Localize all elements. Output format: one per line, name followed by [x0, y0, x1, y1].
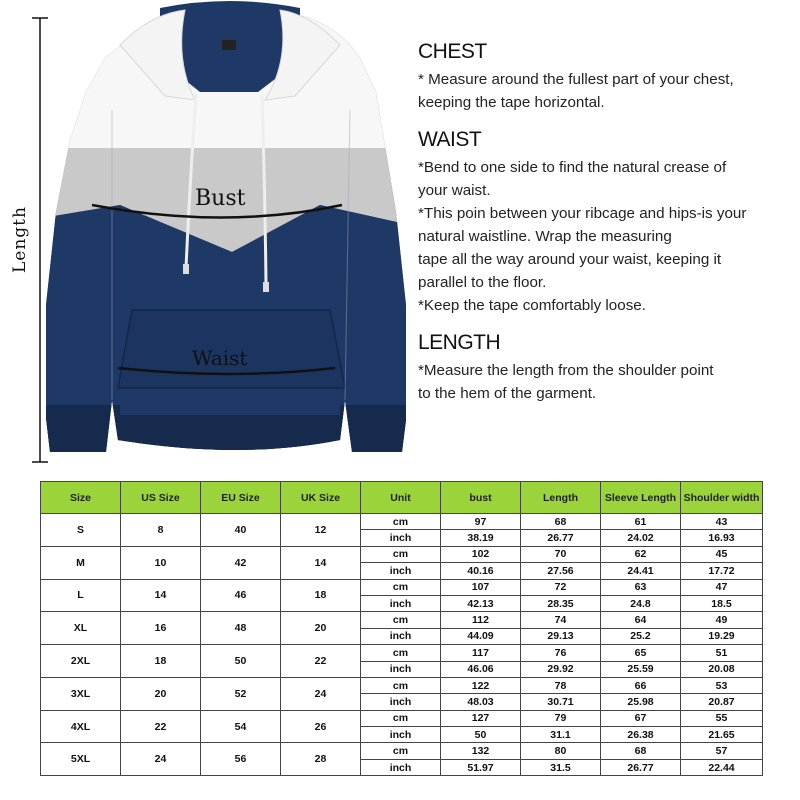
sleeve-cell: 61 — [601, 514, 681, 530]
table-row — [41, 710, 763, 726]
unit-cell: cm — [361, 743, 441, 759]
bust-cell: 38.19 — [441, 530, 521, 546]
length-cell: 30.71 — [521, 694, 601, 710]
sleeve-cell: 66 — [601, 677, 681, 693]
bust-cell: 127 — [441, 710, 521, 726]
hoodie-illustration — [0, 0, 410, 470]
length-cell: 70 — [521, 546, 601, 562]
unit-cell: inch — [361, 694, 441, 710]
header-size: Size — [41, 482, 121, 514]
size-cell-us: 24 — [121, 743, 201, 776]
guide-line: * Measure around the fullest part of your chest, — [418, 71, 734, 88]
length-cell: 29.13 — [521, 628, 601, 644]
sleeve-cell: 26.77 — [601, 759, 681, 775]
sleeve-cell: 24.8 — [601, 595, 681, 611]
hoodie-figure — [0, 0, 410, 470]
table-row — [41, 579, 763, 595]
bust-cell: 40.16 — [441, 563, 521, 579]
size-cell-uk: 28 — [281, 743, 361, 776]
length-cell: 78 — [521, 677, 601, 693]
unit-cell: inch — [361, 595, 441, 611]
shoulder-cell: 57 — [681, 743, 763, 759]
size-cell-uk: 22 — [281, 645, 361, 678]
length-heading: LENGTH — [418, 331, 501, 354]
guide-line: *Bend to one side to find the natural crease of — [418, 159, 727, 176]
size-cell-us: 16 — [121, 612, 201, 645]
shoulder-cell: 45 — [681, 546, 763, 562]
length-cell: 74 — [521, 612, 601, 628]
size-cell-uk: 24 — [281, 677, 361, 710]
size-cell-size: 5XL — [41, 743, 121, 776]
bust-cell: 97 — [441, 514, 521, 530]
length-cell: 27.56 — [521, 563, 601, 579]
bust-cell: 51.97 — [441, 759, 521, 775]
size-cell-eu: 40 — [201, 514, 281, 547]
header-sleeve-length: Sleeve Length — [601, 482, 681, 514]
size-cell-eu: 50 — [201, 645, 281, 678]
sleeve-cell: 63 — [601, 579, 681, 595]
guide-line: natural waistline. Wrap the measuring — [418, 228, 672, 245]
table-row — [41, 612, 763, 628]
guide-line: *Measure the length from the shoulder point — [418, 362, 714, 379]
bust-cell: 117 — [441, 645, 521, 661]
unit-cell: inch — [361, 661, 441, 677]
table-row — [41, 743, 763, 759]
header-unit: Unit — [361, 482, 441, 514]
bust-cell: 112 — [441, 612, 521, 628]
guide-line: to the hem of the garment. — [418, 385, 597, 402]
bust-cell: 122 — [441, 677, 521, 693]
length-cell: 28.35 — [521, 595, 601, 611]
length-cell: 68 — [521, 514, 601, 530]
table-body — [41, 514, 763, 776]
unit-cell: inch — [361, 628, 441, 644]
unit-cell: cm — [361, 677, 441, 693]
bust-cell: 42.13 — [441, 595, 521, 611]
size-cell-uk: 18 — [281, 579, 361, 612]
length-cell: 26.77 — [521, 530, 601, 546]
sleeve-cell: 62 — [601, 546, 681, 562]
sleeve-cell: 68 — [601, 743, 681, 759]
shoulder-cell: 18.5 — [681, 595, 763, 611]
unit-cell: cm — [361, 710, 441, 726]
bust-label: Bust — [195, 186, 246, 211]
guide-line: keeping the tape horizontal. — [418, 94, 605, 111]
guide-line: *This poin between your ribcage and hips-is your — [418, 205, 747, 222]
shoulder-cell: 53 — [681, 677, 763, 693]
size-cell-eu: 56 — [201, 743, 281, 776]
length-cell: 29.92 — [521, 661, 601, 677]
size-cell-size: XL — [41, 612, 121, 645]
size-cell-eu: 52 — [201, 677, 281, 710]
length-cell: 80 — [521, 743, 601, 759]
shoulder-cell: 20.87 — [681, 694, 763, 710]
table-row — [41, 546, 763, 562]
shoulder-cell: 55 — [681, 710, 763, 726]
bust-cell: 102 — [441, 546, 521, 562]
size-cell-eu: 48 — [201, 612, 281, 645]
table-row — [41, 677, 763, 693]
length-cell: 72 — [521, 579, 601, 595]
unit-cell: inch — [361, 759, 441, 775]
guide-line: tape all the way around your waist, keeping it — [418, 251, 722, 268]
chest-heading: CHEST — [418, 40, 487, 63]
shoulder-cell: 20.08 — [681, 661, 763, 677]
unit-cell: cm — [361, 514, 441, 530]
sleeve-cell: 25.98 — [601, 694, 681, 710]
size-cell-size: S — [41, 514, 121, 547]
unit-cell: cm — [361, 645, 441, 661]
sleeve-cell: 24.02 — [601, 530, 681, 546]
size-cell-us: 18 — [121, 645, 201, 678]
unit-cell: inch — [361, 563, 441, 579]
sleeve-cell: 25.2 — [601, 628, 681, 644]
size-cell-us: 8 — [121, 514, 201, 547]
header-uk-size: UK Size — [281, 482, 361, 514]
header-length: Length — [521, 482, 601, 514]
size-cell-eu: 54 — [201, 710, 281, 743]
shoulder-cell: 16.93 — [681, 530, 763, 546]
sleeve-cell: 24.41 — [601, 563, 681, 579]
sleeve-cell: 26.38 — [601, 727, 681, 743]
unit-cell: inch — [361, 727, 441, 743]
header-shoulder-width: Shoulder width — [681, 482, 763, 514]
size-cell-size: L — [41, 579, 121, 612]
shoulder-cell: 49 — [681, 612, 763, 628]
bust-cell: 48.03 — [441, 694, 521, 710]
size-cell-eu: 42 — [201, 546, 281, 579]
unit-cell: cm — [361, 546, 441, 562]
size-cell-size: 4XL — [41, 710, 121, 743]
unit-cell: cm — [361, 612, 441, 628]
size-cell-size: M — [41, 546, 121, 579]
sleeve-cell: 65 — [601, 645, 681, 661]
shoulder-cell: 17.72 — [681, 563, 763, 579]
chest-section — [418, 40, 793, 114]
shoulder-cell: 51 — [681, 645, 763, 661]
table-row — [41, 645, 763, 661]
size-cell-us: 22 — [121, 710, 201, 743]
unit-cell: cm — [361, 579, 441, 595]
bust-cell: 107 — [441, 579, 521, 595]
length-section — [418, 331, 793, 405]
size-cell-us: 20 — [121, 677, 201, 710]
size-cell-uk: 20 — [281, 612, 361, 645]
sleeve-cell: 67 — [601, 710, 681, 726]
header-us-size: US Size — [121, 482, 201, 514]
size-cell-size: 2XL — [41, 645, 121, 678]
length-cell: 31.5 — [521, 759, 601, 775]
table-header-row — [41, 482, 763, 514]
length-label: Length — [10, 206, 30, 274]
shoulder-cell: 47 — [681, 579, 763, 595]
guide-line: your waist. — [418, 182, 491, 199]
measurement-guide — [418, 40, 793, 419]
guide-line: parallel to the floor. — [418, 274, 547, 291]
size-cell-uk: 12 — [281, 514, 361, 547]
waist-label: Waist — [192, 346, 248, 370]
bust-cell: 50 — [441, 727, 521, 743]
shoulder-cell: 19.29 — [681, 628, 763, 644]
sleeve-cell: 25.59 — [601, 661, 681, 677]
size-cell-us: 10 — [121, 546, 201, 579]
shoulder-cell: 43 — [681, 514, 763, 530]
unit-cell: inch — [361, 530, 441, 546]
size-cell-uk: 14 — [281, 546, 361, 579]
bust-cell: 44.09 — [441, 628, 521, 644]
size-cell-us: 14 — [121, 579, 201, 612]
bust-cell: 132 — [441, 743, 521, 759]
waist-heading: WAIST — [418, 128, 482, 151]
length-cell: 79 — [521, 710, 601, 726]
header-eu-size: EU Size — [201, 482, 281, 514]
shoulder-cell: 21.65 — [681, 727, 763, 743]
waist-section — [418, 128, 793, 317]
sleeve-cell: 64 — [601, 612, 681, 628]
header-bust: bust — [441, 482, 521, 514]
shoulder-cell: 22.44 — [681, 759, 763, 775]
size-cell-size: 3XL — [41, 677, 121, 710]
size-cell-eu: 46 — [201, 579, 281, 612]
size-cell-uk: 26 — [281, 710, 361, 743]
table-row — [41, 514, 763, 530]
guide-line: *Keep the tape comfortably loose. — [418, 297, 646, 314]
size-chart-table — [40, 481, 763, 776]
length-cell: 76 — [521, 645, 601, 661]
bust-cell: 46.06 — [441, 661, 521, 677]
length-cell: 31.1 — [521, 727, 601, 743]
